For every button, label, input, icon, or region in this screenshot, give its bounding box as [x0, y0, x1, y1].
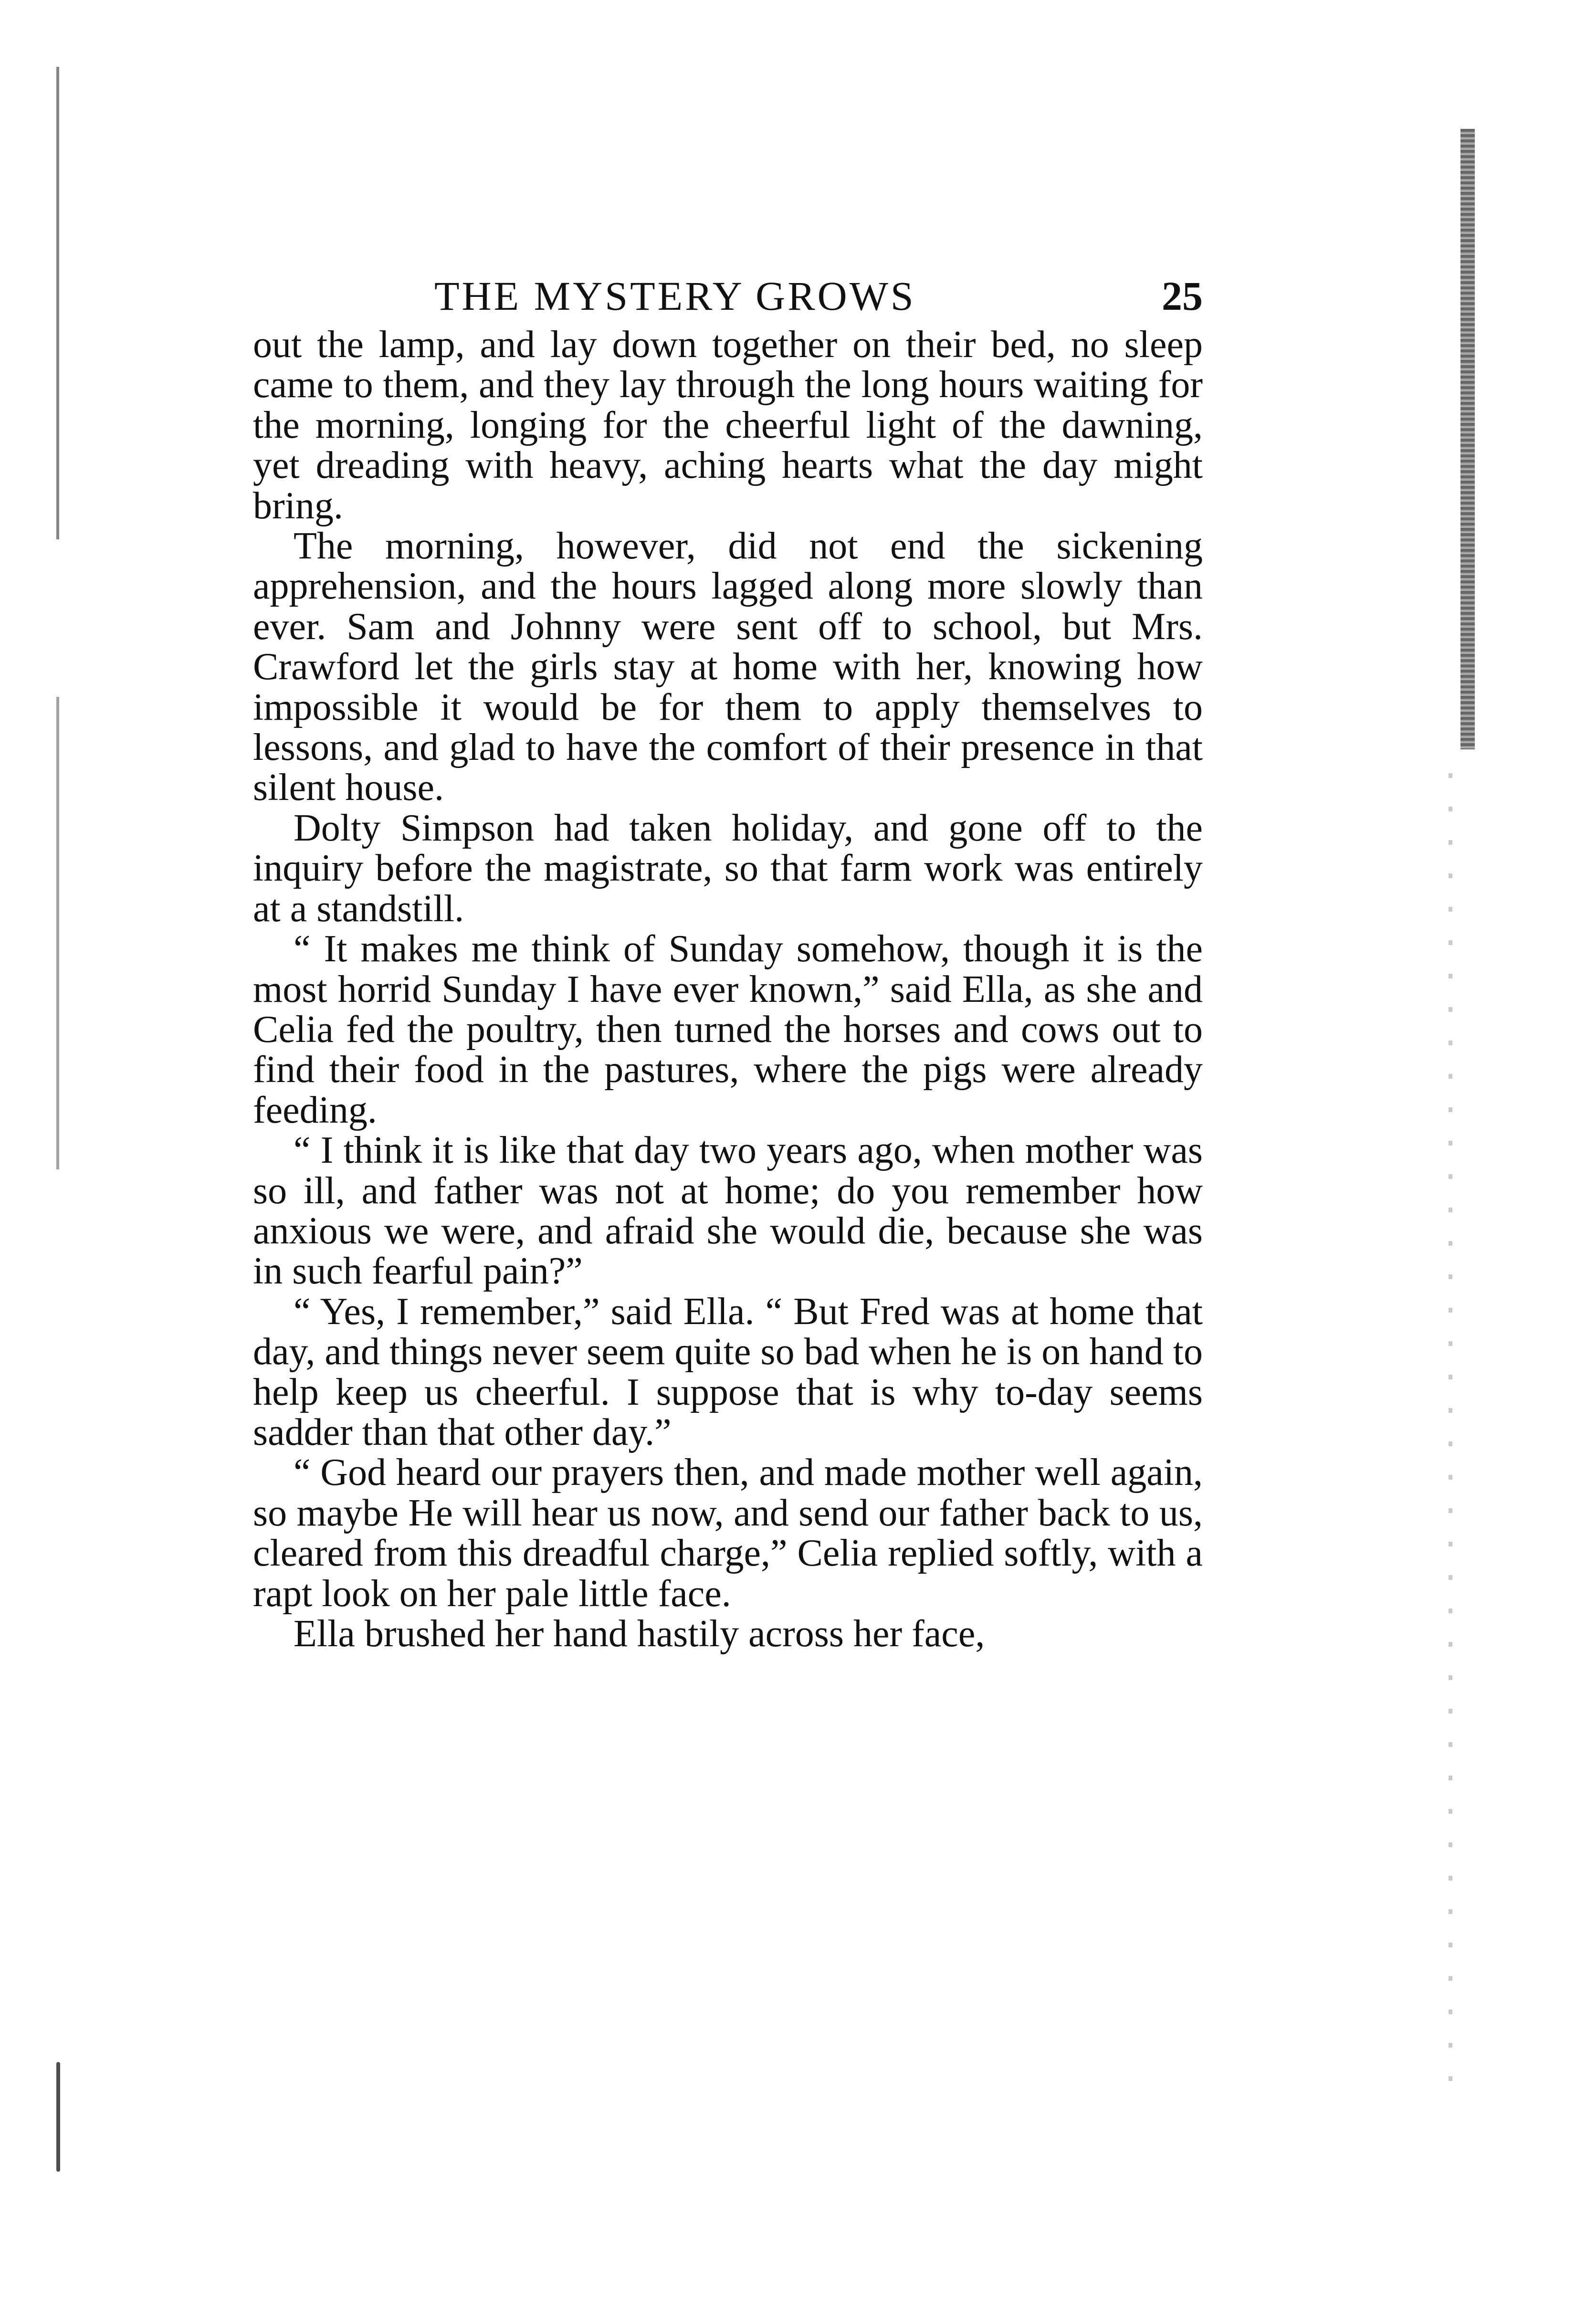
body-text: [253, 325, 1203, 1654]
paragraph: The morning, however, did not end the sickening apprehension, and the hours lagged along more slowly than ever. Sam and Johnny were sent off to school, but Mrs. Crawford let the girls stay at home with her, knowing how impossible it would be for them to apply themselves to lessons, and glad to have the comfort of their presence in that silent house.: [253, 525, 1203, 809]
paragraph: “ I think it is like that day two years ago, when mother was so ill, and father was not at home; do you remember how anxious we were, and afraid she would die, because she was in such fearful pain?”: [253, 1129, 1203, 1293]
running-title: THE MYSTERY GROWS: [434, 273, 916, 319]
paragraph: “ Yes, I remember,” said Ella. “ But Fred was at home that day, and things never seem quite so bad when he is on hand to help keep us cheerful. I suppose that is why to-day seems sadder than that other day.”: [253, 1290, 1203, 1453]
paragraph: Ella brushed her hand hastily across her face,: [294, 1613, 985, 1655]
scan-edge-right: [1460, 129, 1475, 749]
scan-edge-left: [56, 67, 59, 1642]
scan-edge-left-mark: [56, 2062, 60, 2172]
page-number: 25: [1162, 273, 1203, 319]
paragraph: Dolty Simpson had taken holiday, and gone off to the inquiry before the magistrate, so that farm work was entirely at a standstill.: [253, 807, 1203, 930]
paragraph: out the lamp, and lay down together on their bed, no sleep came to them, and they lay through the long hours waiting for the morning, longing for the cheerful light of the dawning, yet dreading with heavy, aching hearts what the day might bring.: [253, 324, 1203, 527]
scan-edge-right-specks: [1449, 773, 1452, 2086]
paragraph: “ It makes me think of Sunday somehow, though it is the most horrid Sunday I have ever known,” said Ella, as she and Celia fed the poultry, then turned the horses and cows out to find their food in the pastures, where the pigs were already feeding.: [253, 928, 1203, 1131]
paragraph: “ God heard our prayers then, and made mother well again, so maybe He will hear us now, and send our father back to us, cleared from this dreadful charge,” Celia replied softly, with a rapt look on her pale little face.: [253, 1451, 1203, 1615]
page-header: [253, 270, 1203, 322]
